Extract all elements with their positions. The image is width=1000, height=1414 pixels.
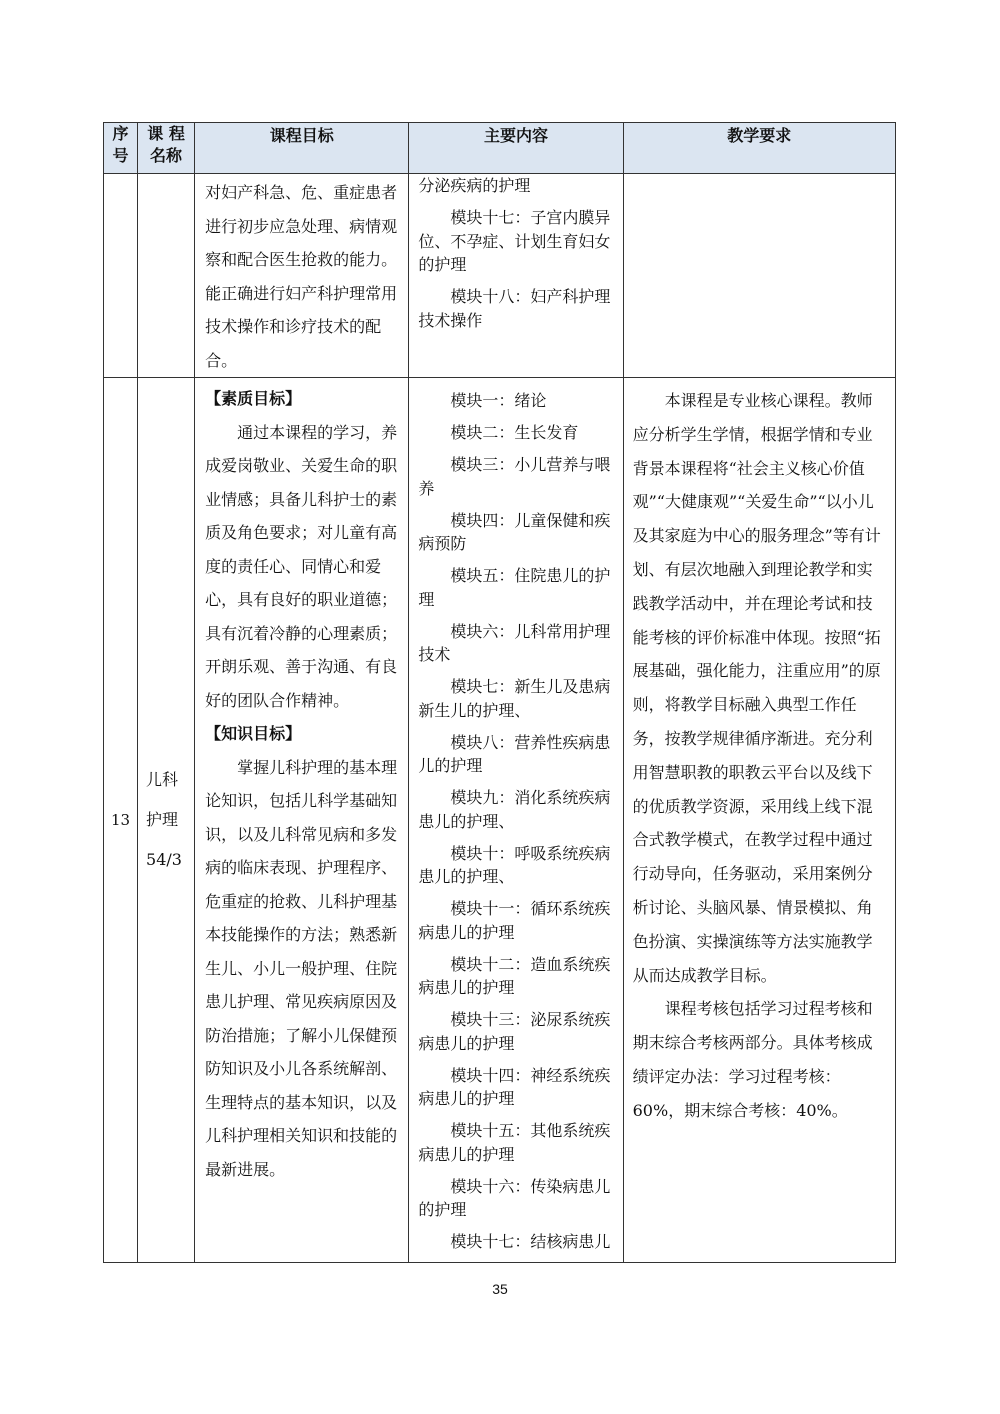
continuation-no bbox=[104, 174, 138, 378]
module-item: 模块二：生长发育 bbox=[450, 423, 579, 442]
module-item: 模块十五：其他系统疾病患儿的护理 bbox=[418, 1121, 611, 1164]
continuation-name bbox=[138, 174, 195, 378]
requirements-text-2: 课程考核包括学习过程考核和期末综合考核两部分。具体考核成绩评定办法：学习过程考核：60%，期末综合考核：40%。 bbox=[632, 999, 873, 1120]
row-number: 13 bbox=[104, 378, 138, 1263]
module-item: 模块五：住院患儿的护理 bbox=[418, 566, 611, 609]
module-item: 模块三：小儿营养与喂养 bbox=[418, 455, 611, 498]
module-item: 模块十二：造血系统疾病患儿的护理 bbox=[418, 954, 611, 997]
header-goals: 课程目标 bbox=[195, 123, 409, 174]
module-item: 模块一：绪论 bbox=[450, 391, 547, 410]
course-modules bbox=[409, 378, 623, 1263]
continuation-row bbox=[104, 174, 896, 378]
header-content: 主要内容 bbox=[409, 123, 623, 174]
goal-text-knowledge: 掌握儿科护理的基本理论知识，包括儿科学基础知识，以及儿科常见病和多发病的临床表现、护理程序、危重症的抢救、儿科护理基本技能操作的方法；熟悉新生儿、小儿一般护理、住院患儿护理、常见疾病原因及防治措施；了解小儿保健预防知识及小儿各系统解剖、生理特点的基本知识，以及儿科护理相关知识和技能的最新进展。 bbox=[205, 757, 398, 1179]
header-requirements: 教学要求 bbox=[623, 123, 895, 174]
continuation-content bbox=[409, 174, 623, 378]
course-name: 儿科 护理 54/3 bbox=[138, 378, 195, 1263]
module-item: 模块十：呼吸系统疾病患儿的护理、 bbox=[418, 843, 611, 886]
course-row-13 bbox=[104, 378, 896, 1263]
module-item: 模块十一：循环系统疾病患儿的护理 bbox=[418, 899, 611, 942]
module-item: 模块八：营养性疾病患儿的护理 bbox=[418, 732, 611, 775]
module-item: 模块九：消化系统疾病患儿的护理、 bbox=[418, 788, 611, 831]
module-item: 模块七：新生儿及患病新生儿的护理、 bbox=[418, 677, 611, 720]
goal-text-quality: 通过本课程的学习，养成爱岗敬业、关爱生命的职业情感；具备儿科护士的素质及角色要求；对儿童有高度的责任心、同情心和爱心，具有良好的职业道德；具有沉着冷静的心理素质；开朗乐观、善于沟通、有良好的团队合作精神。 bbox=[205, 422, 398, 710]
page-number: 35 bbox=[492, 1281, 508, 1297]
header-no: 序 号 bbox=[104, 123, 138, 174]
course-requirements bbox=[623, 378, 895, 1263]
header-row bbox=[104, 123, 896, 174]
content-line: 模块十八：妇产科护理技术操作 bbox=[418, 287, 611, 330]
continuation-requirements bbox=[623, 174, 895, 378]
course-goals bbox=[195, 378, 409, 1263]
goal-heading-quality: 【素质目标】 bbox=[205, 389, 302, 408]
requirements-text-1: 本课程是专业核心课程。教师应分析学生学情，根据学情和专业背景本课程将“社会主义核心价值观”“大健康观”“关爱生命”“以小儿及其家庭为中心的服务理念”等有计划、有层次地融入到理论教学和实践教学活动中，并在理论考试和技能考核的评价标准中体现。按照“拓展基础，强化能力，注重应用”的原则，将教学目标融入典型工作任务，按教学规律循序渐进。充分利用智慧职教的职教云平台以及线下的优质教学资源，采用线上线下混合式教学模式，在教学过程中通过行动导向，任务驱动，采用案例分析讨论、头脑风暴、情景模拟、角色扮演、实操演练等方法实施教学从而达成教学目标。 bbox=[632, 391, 881, 985]
goal-heading-knowledge: 【知识目标】 bbox=[205, 724, 302, 743]
continuation-goals: 对妇产科急、危、重症患者进行初步应急处理、病情观察和配合医生抢救的能力。能正确进行妇产科护理常用技术操作和诊疗技术的配合。 bbox=[195, 174, 409, 378]
curriculum-table bbox=[103, 122, 896, 1263]
module-item: 模块十六：传染病患儿的护理 bbox=[418, 1176, 611, 1219]
module-item: 模块六：儿科常用护理技术 bbox=[418, 621, 611, 664]
module-item: 模块十三：泌尿系统疾病患儿的护理 bbox=[418, 1010, 611, 1053]
module-item: 模块十七：结核病患儿 bbox=[450, 1232, 611, 1251]
header-course-name: 课 程 名称 bbox=[138, 123, 195, 174]
module-item: 模块四：儿童保健和疾病预防 bbox=[418, 510, 611, 553]
module-item: 模块十四：神经系统疾病患儿的护理 bbox=[418, 1065, 611, 1108]
content-line: 模块十七：子宫内膜异位、不孕症、计划生育妇女的护理 bbox=[418, 208, 611, 274]
content-line: 分泌疾病的护理 bbox=[418, 176, 531, 195]
